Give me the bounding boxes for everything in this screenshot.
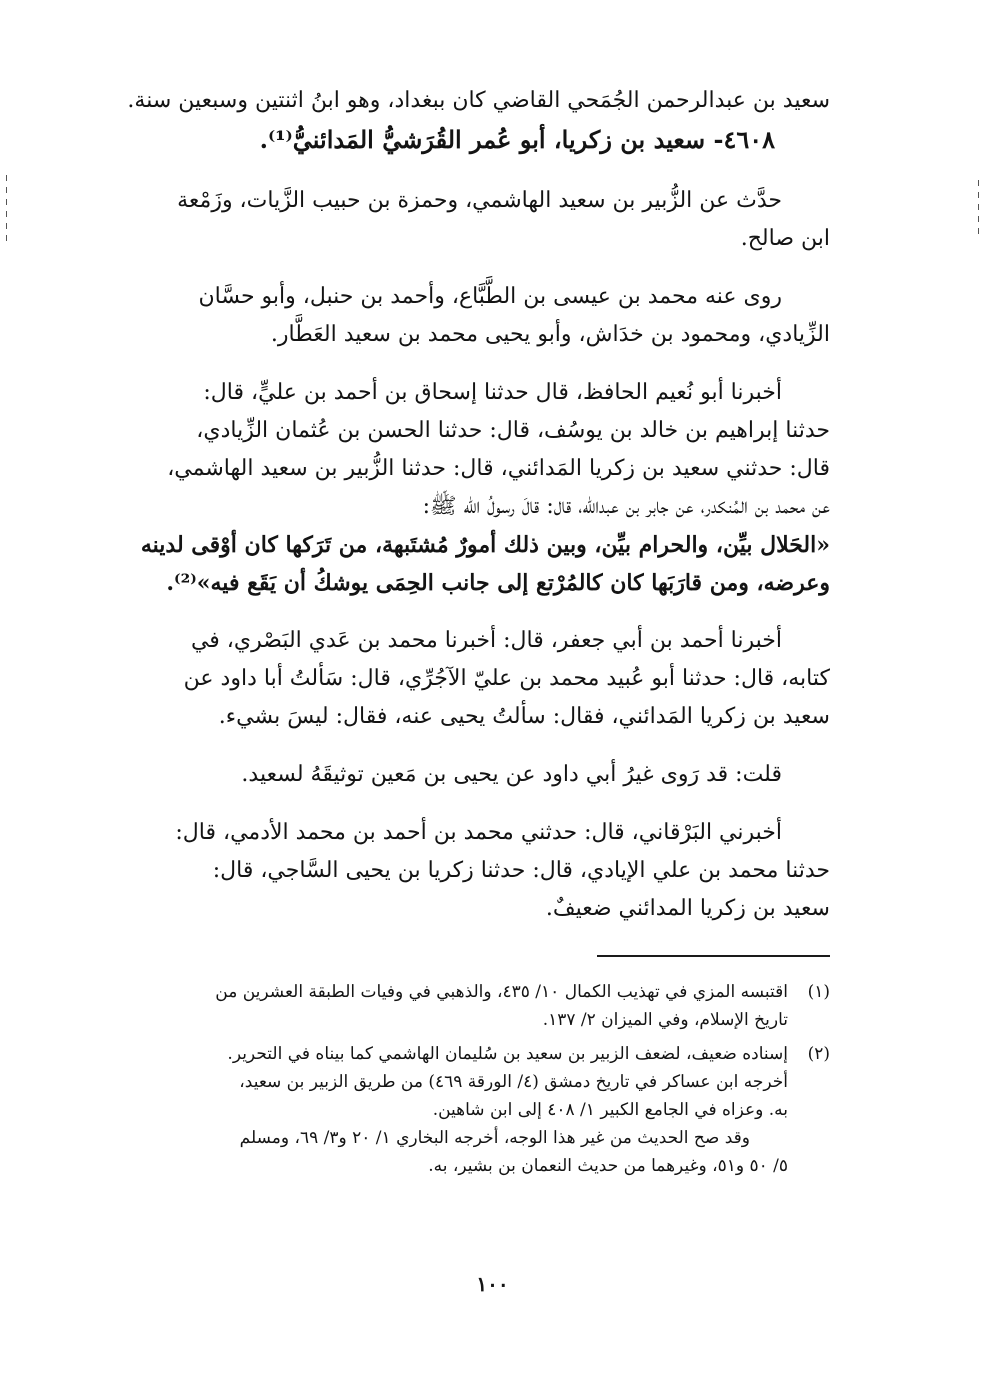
footnote-text: ٥/ ٥٠ و٥١، وغيرهما من حديث النعمان بن بشير، به. (428, 1156, 788, 1176)
paragraph-author-note (140, 756, 830, 794)
footnote-1 (140, 978, 830, 1006)
text-line: عن محمد بن المُنكدر، عن جابر بن عبدالله، قال: قالَ رسولُ الله ﷺ: (422, 494, 830, 519)
text-line: أخبرنا أبو نُعيم الحافظ، قال حدثنا إسحاق بن أحمد بن عليٍّ، قال: (203, 380, 782, 405)
footnote-text: تاريخ الإسلام، وفي الميزان ٢/ ١٣٧. (542, 1010, 788, 1030)
footnote-number: (١) (807, 982, 830, 1002)
previous-entry-closing-line: سعيد بن عبدالرحمن الجُمَحي القاضي كان ببغداد، وهو ابنُ اثنتين وسبعين سنة. (127, 88, 830, 113)
text-line: حدثنا محمد بن علي الإيادي، قال: حدثنا زكريا بن يحيى السَّاجي، قال: (212, 858, 830, 883)
paragraph-abu-dawud (140, 622, 830, 736)
footnote-number: (٢) (807, 1044, 830, 1064)
text-line: كتابه، قال: حدثنا أبو عُبيد محمد بن عليّ الآجُرِّي، قال: سَألتُ أبا داود عن (183, 666, 830, 691)
text-line: قلت: قد رَوى غيرُ أبي داود عن يحيى بن مَعين توثيقَهُ لسعيد. (241, 762, 782, 787)
paragraph-barqani (140, 814, 830, 928)
footnotes (140, 978, 830, 1180)
entry-heading: ٤٦٠٨- سعيد بن زكريا، أبو عُمر القُرَشيُّ المَدائنيُّ⁽¹⁾. (259, 125, 775, 154)
text-line: سعيد بن زكريا المَدائني، فقال: سألتُ يحيى عنه، فقال: ليسَ بشيء. (218, 704, 830, 729)
page-edge-mark-left (6, 175, 7, 245)
footnote-separator (597, 955, 830, 957)
hadith-text-line: وعرضه، ومن قارَبَها كان كالمُرْتع إلى جانب الحِمَى يوشكُ أن يَقَع فيه»⁽²⁾. (166, 570, 830, 596)
text-line: أخبرني البَرْقاني، قال: حدثني محمد بن أحمد بن محمد الأدمي، قال: (175, 820, 782, 845)
footnote-text: أخرجه ابن عساكر في تاريخ دمشق (٤/ الورقة ٤٦٩) من طريق الزبير بن سعيد، (239, 1072, 788, 1092)
paragraph-students (140, 278, 830, 354)
footnote-text: إسناده ضعيف، لضعف الزبير بن سعيد بن سُليمان الهاشمي كما بيناه في التحرير. (227, 1044, 788, 1064)
text-line: ابن صالح. (740, 226, 830, 251)
text-line: روى عنه محمد بن عيسى بن الطَّبَّاع، وأحمد بن حنبل، وأبو حسَّان (198, 284, 782, 309)
hadith-text-line: «الحَلال بيِّن، والحرام بيِّن، وبين ذلك أمورٌ مُشتَبهة، من تَرَكها كان أوْقى لدينه (140, 532, 830, 558)
text-line: الزِّيادي، ومحمود بن خدَاش، وأبو يحيى محمد بن سعيد العَطَّار. (270, 322, 830, 347)
footnote-text: وقد صح الحديث من غير هذا الوجه، أخرجه البخاري ١/ ٢٠ و٣/ ٦٩، ومسلم (239, 1128, 750, 1148)
paragraph-teachers (140, 182, 830, 258)
footnote-2 (140, 1040, 830, 1068)
text-line: حدَّث عن الزُّبير بن سعيد الهاشمي، وحمزة بن حبيب الزَّيات، وزَمْعة (177, 188, 782, 213)
page-number: ١٠٠ (476, 1272, 509, 1296)
footnote-text: اقتبسه المزي في تهذيب الكمال ١٠/ ٤٣٥، والذهبي في وفيات الطبقة العشرين من (215, 982, 788, 1002)
main-text (127, 82, 830, 928)
paragraph-hadith-narration (140, 374, 830, 602)
page-edge-mark-right (978, 180, 979, 240)
footnote-text: به. وعزاه في الجامع الكبير ١/ ٤٠٨ إلى ابن شاهين. (432, 1100, 788, 1120)
text-line: أخبرنا أحمد بن أبي جعفر، قال: أخبرنا محمد بن عَدي البَصْري، في (190, 628, 782, 653)
text-line: حدثنا إبراهيم بن خالد بن يوسُف، قال: حدثنا الحسن بن عُثمان الزِّيادي، (196, 418, 830, 443)
text-line: سعيد بن زكريا المدائني ضعيفٌ. (545, 896, 830, 921)
text-line: قال: حدثني سعيد بن زكريا المَدائني، قال: حدثنا الزُّبير بن سعيد الهاشمي، (167, 456, 830, 481)
